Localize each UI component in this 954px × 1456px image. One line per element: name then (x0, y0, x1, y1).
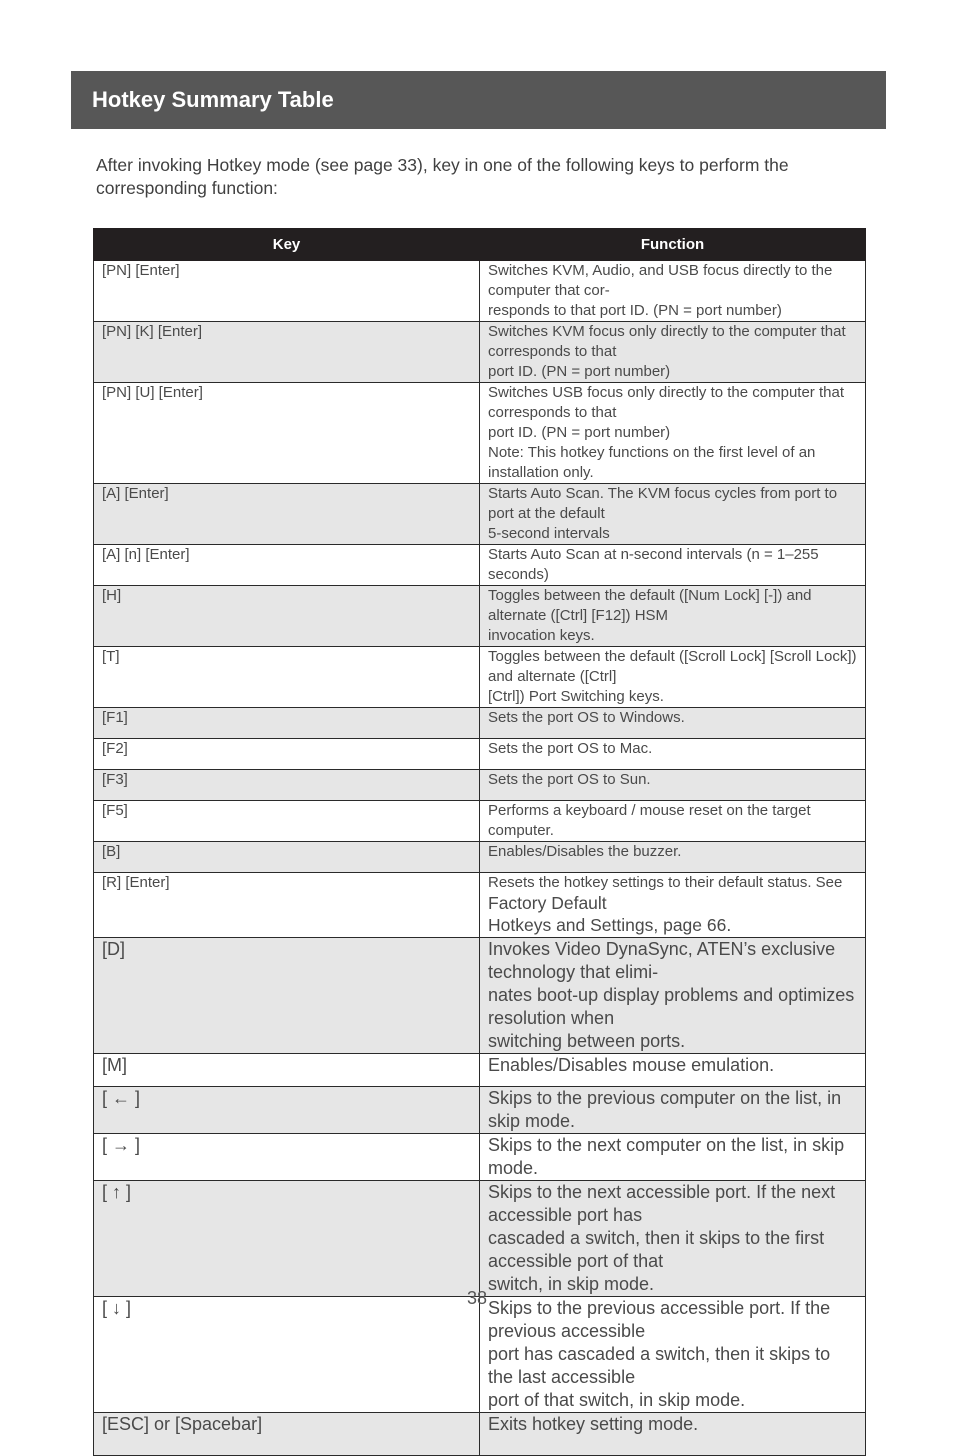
function-cell: Starts Auto Scan at n-second intervals (n = 1–255 seconds) (480, 545, 866, 586)
intro-paragraph: After invoking Hotkey mode (see page 33), key in one of the following keys to perform the corresponding function: (96, 155, 789, 198)
function-text: Resets the hotkey settings to their default status. See (488, 874, 843, 891)
table-row (94, 842, 866, 873)
table-header-row (94, 229, 866, 261)
function-cell: Performs a keyboard / mouse reset on the target computer. (480, 801, 866, 842)
function-cell: Skips to the previous computer on the list, in skip mode. (480, 1087, 866, 1134)
table-row (94, 1087, 866, 1134)
key-cell: [H] (94, 586, 480, 647)
table-row (94, 322, 866, 383)
key-cell: [R] [Enter] (94, 873, 480, 938)
key-cell: [PN] [Enter] (94, 261, 480, 322)
function-cell: Enables/Disables mouse emulation. (480, 1054, 866, 1087)
function-cell: Starts Auto Scan. The KVM focus cycles from port to port at the default 5-second intervals (480, 484, 866, 545)
table-row (94, 1134, 866, 1181)
hotkey-table (93, 228, 866, 1456)
function-cell: Toggles between the default ([Scroll Lock] [Scroll Lock]) and alternate ([Ctrl] [Ctrl]) Port Switching keys. (480, 647, 866, 708)
function-cell: Toggles between the default ([Num Lock] [-]) and alternate ([Ctrl] [F12]) HSM invocation keys. (480, 586, 866, 647)
key-cell: [PN] [K] [Enter] (94, 322, 480, 383)
section-title: Hotkey Summary Table (92, 87, 334, 112)
key-cell: [ → ] (94, 1134, 480, 1181)
function-cell: Sets the port OS to Windows. (480, 708, 866, 739)
section-header-bar (71, 71, 886, 129)
table-row (94, 545, 866, 586)
table-row (94, 770, 866, 801)
key-cell: [M] (94, 1054, 480, 1087)
function-cell: Switches KVM, Audio, and USB focus directly to the computer that cor- responds to that port ID. (PN = port number) (480, 261, 866, 322)
table-row (94, 647, 866, 708)
function-cell: Switches USB focus only directly to the computer that corresponds to that port ID. (PN = port number) Note: This hotkey functions on the first level of an installation only. (480, 383, 866, 484)
key-cell: [F3] (94, 770, 480, 801)
key-cell: [T] (94, 647, 480, 708)
column-header-key: Key (94, 229, 480, 261)
function-cell: Skips to the next accessible port. If the next accessible port has cascaded a switch, then it skips to the first accessible port of that switch, in skip mode. (480, 1181, 866, 1297)
key-cell: [PN] [U] [Enter] (94, 383, 480, 484)
table-row (94, 1413, 866, 1456)
table-row (94, 938, 866, 1054)
table-row (94, 586, 866, 647)
table-row (94, 873, 866, 938)
table-row (94, 739, 866, 770)
function-cell: Enables/Disables the buzzer. (480, 842, 866, 873)
function-cell: Invokes Video DynaSync, ATEN’s exclusive technology that elimi- nates boot-up display problems and optimizes resolution when switching between ports. (480, 938, 866, 1054)
function-cell: Switches KVM focus only directly to the computer that corresponds to that port ID. (PN = port number) (480, 322, 866, 383)
key-cell: [D] (94, 938, 480, 1054)
function-cell: Skips to the previous accessible port. If the previous accessible port has cascaded a switch, then it skips to the last accessible port of that switch, in skip mode. (480, 1297, 866, 1413)
key-cell: [F5] (94, 801, 480, 842)
key-cell: [ ↓ ] (94, 1297, 480, 1413)
table-row (94, 708, 866, 739)
key-cell: [ ↑ ] (94, 1181, 480, 1297)
cross-reference-text: Factory Default Hotkeys and Settings, page 66. (488, 893, 732, 935)
table-row (94, 383, 866, 484)
key-cell: [F2] (94, 739, 480, 770)
table-row (94, 484, 866, 545)
column-header-function: Function (480, 229, 866, 261)
page-number: 38 (466, 1288, 488, 1308)
function-cell: Skips to the next computer on the list, in skip mode. (480, 1134, 866, 1181)
function-cell: Exits hotkey setting mode. (480, 1413, 866, 1456)
table-row (94, 801, 866, 842)
key-cell: [A] [n] [Enter] (94, 545, 480, 586)
key-cell: [F1] (94, 708, 480, 739)
table-row (94, 1297, 866, 1413)
key-cell: [B] (94, 842, 480, 873)
table-row (94, 1181, 866, 1297)
key-cell: [ESC] or [Spacebar] (94, 1413, 480, 1456)
function-cell (480, 873, 866, 938)
key-cell: [A] [Enter] (94, 484, 480, 545)
table-row (94, 1054, 866, 1087)
function-cell: Sets the port OS to Mac. (480, 739, 866, 770)
table-row (94, 261, 866, 322)
function-cell: Sets the port OS to Sun. (480, 770, 866, 801)
key-cell: [ ← ] (94, 1087, 480, 1134)
